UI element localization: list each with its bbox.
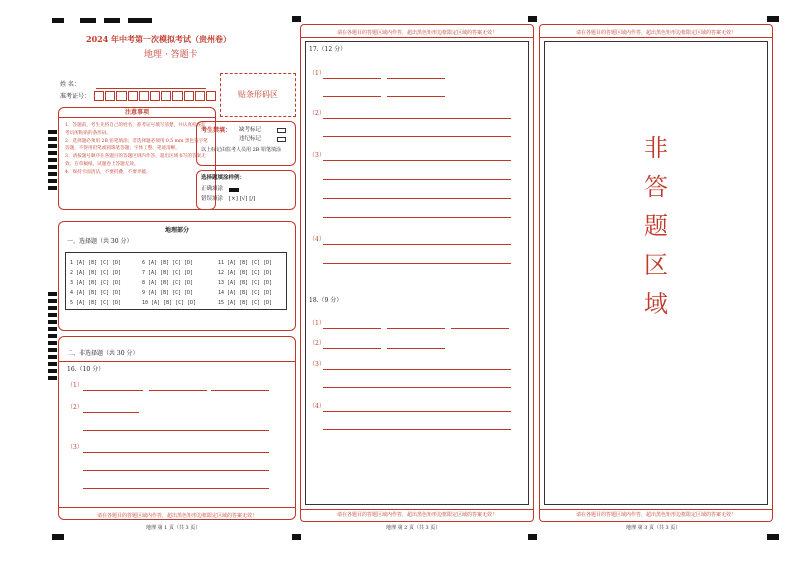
- page-footer: 地理 第 2 页（共 3 页）: [386, 525, 441, 531]
- exam-title: 2024 年中考第一次模拟考试（贵州卷）: [86, 34, 232, 44]
- answer-line[interactable]: [83, 430, 269, 431]
- answer-line[interactable]: [323, 118, 511, 119]
- exam-subtitle: 地理 · 答题卡: [144, 50, 198, 60]
- choice-row[interactable]: 7 [A] [B] [C] [D]: [142, 270, 194, 276]
- part-title: 地理部分: [164, 227, 189, 234]
- exam-status-note: 以上标记由监考人员用 2B 铅笔填涂: [201, 147, 282, 153]
- q18-part3-label: （3）: [309, 361, 325, 368]
- non-answer-char: 非: [644, 134, 668, 162]
- registration-mark: [292, 534, 301, 540]
- answer-line[interactable]: [323, 387, 511, 388]
- answer-line[interactable]: [323, 348, 381, 349]
- q18-part4-label: （4）: [309, 403, 325, 410]
- id-boxes[interactable]: [94, 91, 216, 101]
- non-answer-char: 题: [644, 212, 668, 240]
- absent-label: 缺考标记: [239, 127, 262, 133]
- choice-row[interactable]: 14 [A] [B] [C] [D]: [218, 290, 273, 296]
- notice-list: [65, 122, 209, 177]
- answer-line[interactable]: [387, 328, 445, 329]
- answer-line[interactable]: [323, 263, 511, 264]
- registration-mark: [292, 16, 301, 22]
- notice-item: 1．答题前，考生先将自己的姓名，准考证号填写清楚，并认真检查监考员所粘贴的条形码。: [65, 123, 206, 136]
- q17-part4-label: （4）: [309, 236, 325, 243]
- violation-checkbox[interactable]: [277, 137, 286, 142]
- answer-line[interactable]: [323, 136, 511, 137]
- wrong-fill-marks: [×] [√] [/]: [229, 196, 256, 202]
- timing-mark: [48, 362, 57, 366]
- answer-line[interactable]: [83, 488, 269, 489]
- name-field[interactable]: [96, 88, 206, 89]
- choice-row[interactable]: 8 [A] [B] [C] [D]: [142, 280, 194, 286]
- answer-line[interactable]: [83, 390, 143, 391]
- choice-column[interactable]: [218, 258, 272, 308]
- name-label: 姓 名：: [60, 81, 80, 88]
- timing-mark: [48, 299, 57, 303]
- answer-line[interactable]: [323, 78, 381, 79]
- notice-item: 3．请按题号顺序在各题目的答题区域内作答，超出区域书写的答案无效；在草稿纸、试题卷上答题无效。: [65, 154, 206, 167]
- timing-mark: [48, 327, 57, 331]
- timing-mark: [48, 313, 57, 317]
- choice-row[interactable]: 5 [A] [B] [C] [D]: [70, 300, 122, 306]
- q17-part1-label: （1）: [309, 70, 325, 77]
- barcode-label: 贴条形码区: [238, 90, 278, 99]
- answer-line[interactable]: [451, 328, 509, 329]
- page-footer: 地理 第 3 页（共 3 页）: [626, 525, 681, 531]
- timing-mark: [48, 158, 57, 162]
- choice-row[interactable]: 13 [A] [B] [C] [D]: [218, 280, 273, 286]
- warning-text: 请在各题目的答题区域内作答，超出黑色矩形边框限定区域的答案无效！: [575, 512, 736, 518]
- answer-line[interactable]: [323, 179, 511, 180]
- choice-row[interactable]: 12 [A] [B] [C] [D]: [218, 270, 273, 276]
- non-answer-panel: [539, 24, 773, 522]
- q17-q18-panel: [300, 24, 534, 522]
- choice-column[interactable]: [70, 258, 121, 308]
- q18-title: 18.（9 分）: [309, 297, 343, 304]
- answer-line[interactable]: [149, 390, 207, 391]
- q17-part2-label: （2）: [309, 110, 325, 117]
- choice-row[interactable]: 3 [A] [B] [C] [D]: [70, 280, 122, 286]
- registration-mark: [80, 18, 96, 23]
- exam-status-box: [196, 121, 296, 166]
- section2-title: 二、非选择题（共 30 分）: [67, 350, 139, 357]
- choice-row[interactable]: 4 [A] [B] [C] [D]: [70, 290, 122, 296]
- answer-line[interactable]: [83, 452, 269, 453]
- timing-mark: [48, 130, 57, 134]
- absent-checkbox[interactable]: [277, 128, 286, 133]
- q16-part1-label: （1）: [67, 382, 83, 389]
- q17-title: 17.（12 分）: [309, 46, 347, 53]
- answer-line[interactable]: [323, 96, 381, 97]
- answer-line[interactable]: [83, 412, 139, 413]
- answer-line[interactable]: [323, 369, 511, 370]
- q16-part3-label: （3）: [67, 444, 83, 451]
- page-footer: 地理 第 1 页（共 3 页）: [146, 525, 201, 531]
- timing-mark: [48, 348, 57, 352]
- wrong-fill-label: 错误填涂: [201, 196, 224, 202]
- non-answer-char: 答: [644, 173, 668, 201]
- timing-mark: [48, 376, 57, 380]
- timing-mark: [48, 355, 57, 359]
- registration-mark: [767, 16, 779, 22]
- answer-line[interactable]: [387, 78, 445, 79]
- choice-row[interactable]: 11 [A] [B] [C] [D]: [218, 260, 273, 266]
- choice-row[interactable]: 9 [A] [B] [C] [D]: [142, 290, 194, 296]
- warning-text: 请在各题目的答题区域内作答，超出黑色矩形边框限定区域的答案无效！: [96, 513, 257, 519]
- answer-line[interactable]: [323, 411, 511, 412]
- non-answer-char: 域: [644, 290, 668, 318]
- fill-example-box: [196, 170, 296, 210]
- correct-fill-mark: [229, 188, 239, 192]
- choice-grid: [65, 252, 287, 310]
- section1-title: 一、选择题（共 30 分）: [67, 238, 133, 245]
- registration-mark: [528, 534, 537, 540]
- registration-mark: [104, 18, 120, 23]
- timing-mark: [48, 341, 57, 345]
- answer-line[interactable]: [211, 390, 269, 391]
- barcode-area: [220, 73, 296, 117]
- answer-line[interactable]: [323, 217, 511, 218]
- q18-part1-label: （1）: [309, 320, 325, 327]
- timing-mark: [48, 334, 57, 338]
- timing-mark: [48, 179, 57, 183]
- non-answer-area-label: [540, 129, 772, 324]
- exam-status-label: 考生禁填：: [201, 127, 232, 134]
- registration-mark: [767, 534, 779, 540]
- registration-mark: [52, 534, 64, 540]
- timing-mark: [48, 151, 57, 155]
- warning-text: 请在各题目的答题区域内作答，超出黑色矩形边框限定区域的答案无效！: [336, 512, 497, 518]
- timing-mark: [48, 137, 57, 141]
- q16-title: 16.（10 分）: [67, 366, 105, 373]
- answer-line[interactable]: [323, 160, 511, 161]
- answer-frame: [305, 41, 529, 505]
- answer-line[interactable]: [83, 470, 269, 471]
- timing-mark: [48, 320, 57, 324]
- violation-label: 违纪标记: [239, 136, 262, 142]
- timing-mark: [48, 306, 57, 310]
- non-answer-char: 区: [644, 251, 668, 279]
- notice-heading: 注意事项: [124, 109, 149, 116]
- fill-example-heading: 选择题填涂样例：: [201, 175, 246, 181]
- choice-column[interactable]: [142, 258, 196, 308]
- answer-line[interactable]: [323, 328, 381, 329]
- answer-line[interactable]: [323, 198, 511, 199]
- choice-row[interactable]: 10 [A] [B] [C] [D]: [142, 300, 197, 306]
- notice-box: [58, 107, 216, 210]
- timing-mark: [48, 165, 57, 169]
- warning-text: 请在各题目的答题区域内作答，超出黑色矩形边框限定区域的答案无效！: [336, 30, 497, 36]
- correct-fill-label: 正确填涂: [201, 186, 224, 192]
- q16-part2-label: （2）: [67, 404, 83, 411]
- answer-line[interactable]: [323, 429, 511, 430]
- timing-mark: [48, 292, 57, 296]
- timing-mark: [48, 186, 57, 190]
- warning-text: 请在各题目的答题区域内作答，超出黑色矩形边框限定区域的答案无效！: [575, 30, 736, 36]
- q16-section: [58, 336, 296, 520]
- choice-row[interactable]: 2 [A] [B] [C] [D]: [70, 270, 122, 276]
- id-label: 准考证号：: [60, 93, 91, 100]
- answer-line[interactable]: [387, 348, 445, 349]
- notice-item: 2．选择题必须用 2B 铅笔填涂；非选择题必须用 0.5 mm 黑色签字笔答题，不得用铅笔或圆珠笔答题；字体工整、笔迹清晰。: [65, 138, 208, 152]
- timing-mark: [48, 172, 57, 176]
- registration-mark: [52, 18, 64, 23]
- timing-mark: [48, 369, 57, 373]
- timing-mark: [48, 144, 57, 148]
- q17-part3-label: （3）: [309, 152, 325, 159]
- answer-line[interactable]: [323, 244, 511, 245]
- answer-line[interactable]: [387, 96, 445, 97]
- choice-row[interactable]: 6 [A] [B] [C] [D]: [142, 260, 194, 266]
- choice-row[interactable]: 1 [A] [B] [C] [D]: [70, 260, 122, 266]
- choice-row[interactable]: 15 [A] [B] [C] [D]: [218, 300, 273, 306]
- choice-section: [58, 221, 296, 331]
- registration-mark: [128, 18, 152, 23]
- q18-part2-label: （2）: [309, 340, 325, 347]
- registration-mark: [528, 16, 537, 22]
- notice-item: 4．保持卡面清洁，不要折叠、不要弄破。: [65, 169, 151, 175]
